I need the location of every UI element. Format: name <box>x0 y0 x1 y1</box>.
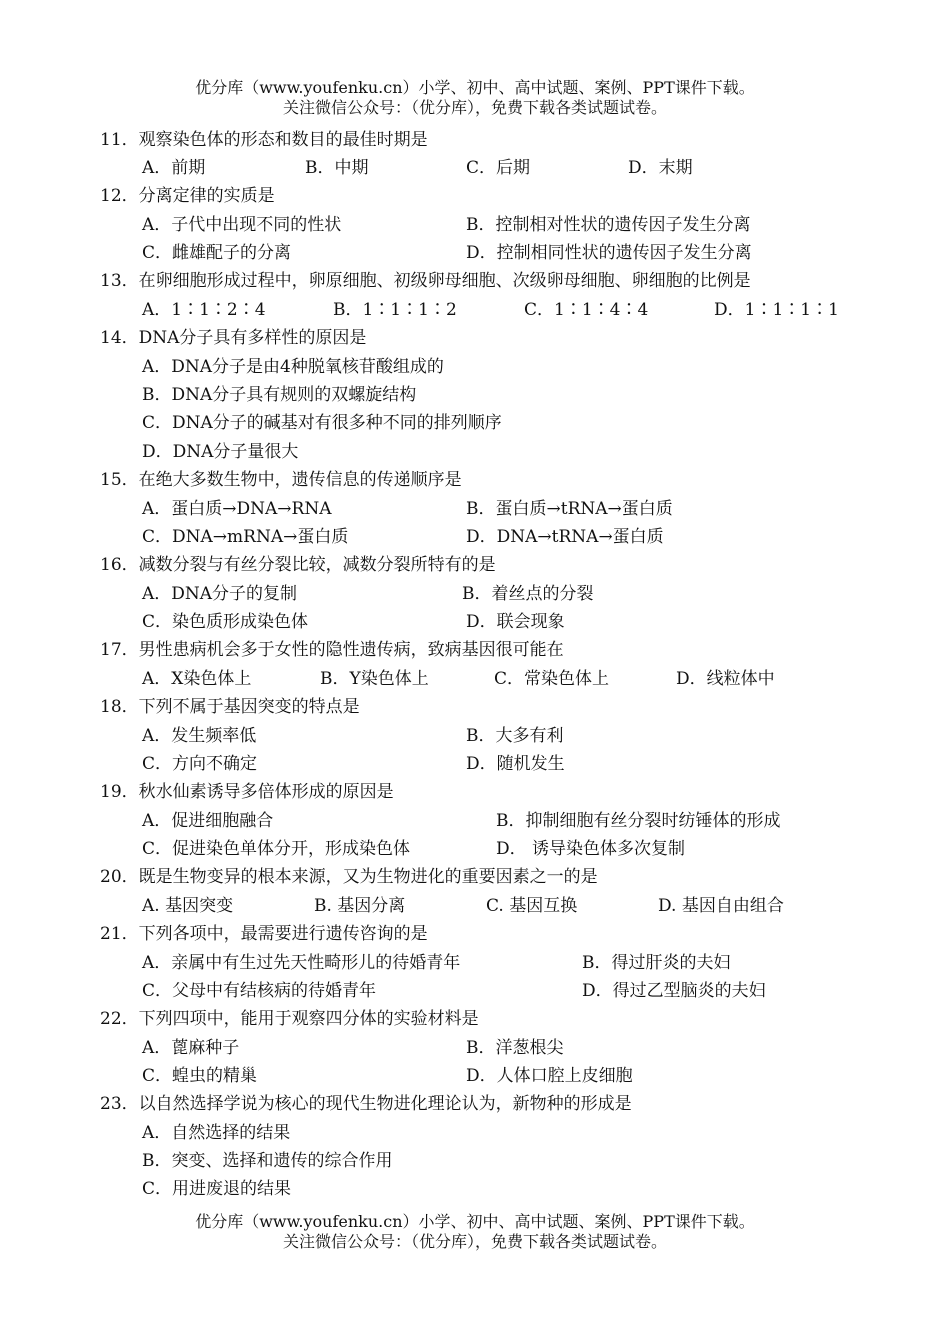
question-22-option-c: C．蝗虫的精巢 <box>142 1066 258 1086</box>
question-12-option-c: C．雌雄配子的分离 <box>142 243 292 263</box>
question-23-option-a: A．自然选择的结果 <box>142 1123 291 1143</box>
question-19-option-b: B．抑制细胞有丝分裂时纺锤体的形成 <box>496 811 781 831</box>
question-12-option-b: B．控制相对性状的遗传因子发生分离 <box>466 215 751 235</box>
question-21-option-b: B．得过肝炎的夫妇 <box>582 953 731 973</box>
question-22-option-a: A．蓖麻种子 <box>142 1038 240 1058</box>
header-line-2: 关注微信公众号：（优分库），免费下载各类试题试卷。 <box>282 98 667 117</box>
header-line-1: 优分库（www.youfenku.cn）小学、初中、高中试题、案例、PPT课件下载。 <box>195 78 755 97</box>
question-15-stem: 15．在绝大多数生物中，遗传信息的传递顺序是 <box>100 470 462 490</box>
question-22-option-b: B．洋葱根尖 <box>466 1038 564 1058</box>
question-21-option-d: D．得过乙型脑炎的夫妇 <box>582 981 766 1001</box>
question-16-option-b: B．着丝点的分裂 <box>462 584 594 604</box>
question-17-option-c: C．常染色体上 <box>494 669 610 689</box>
question-15-option-a: A．蛋白质→DNA→RNA <box>142 499 332 519</box>
question-20-stem: 20．既是生物变异的根本来源，又为生物进化的重要因素之一的是 <box>100 867 598 887</box>
question-21-option-c: C．父母中有结核病的待婚青年 <box>142 981 377 1001</box>
question-16-option-a: A．DNA分子的复制 <box>142 584 298 604</box>
question-15-option-c: C．DNA→mRNA→蛋白质 <box>142 527 349 547</box>
question-20-option-b: B. 基因分离 <box>314 896 406 916</box>
question-23-option-b: B．突变、选择和遗传的综合作用 <box>142 1151 393 1171</box>
question-14-option-b: B．DNA分子具有规则的双螺旋结构 <box>142 385 417 405</box>
question-13-option-d: D．1∶1∶1∶1 <box>714 300 839 320</box>
question-20-option-d: D. 基因自由组合 <box>658 896 784 916</box>
question-18-option-a: A．发生频率低 <box>142 726 257 746</box>
question-14-option-c: C．DNA分子的碱基对有很多种不同的排列顺序 <box>142 413 502 433</box>
question-12-stem: 12．分离定律的实质是 <box>100 186 275 206</box>
question-17-stem: 17．男性患病机会多于女性的隐性遗传病，致病基因很可能在 <box>100 640 564 660</box>
question-14-stem: 14．DNA分子具有多样性的原因是 <box>100 328 367 348</box>
question-23-option-c: C．用进废退的结果 <box>142 1179 292 1199</box>
question-16-option-c: C．染色质形成染色体 <box>142 612 309 632</box>
question-13-option-b: B．1∶1∶1∶2 <box>333 300 457 320</box>
question-23-stem: 23．以自然选择学说为核心的现代生物进化理论认为，新物种的形成是 <box>100 1094 632 1114</box>
question-18-option-d: D．随机发生 <box>466 754 565 774</box>
question-17-option-b: B．Y染色体上 <box>320 669 429 689</box>
question-13-stem: 13．在卵细胞形成过程中，卵原细胞、初级卵母细胞、次级卵母细胞、卵细胞的比例是 <box>100 271 751 291</box>
question-13-option-c: C．1∶1∶4∶4 <box>524 300 649 320</box>
question-15-option-d: D．DNA→tRNA→蛋白质 <box>466 527 664 547</box>
footer-line-1: 优分库（www.youfenku.cn）小学、初中、高中试题、案例、PPT课件下载。 <box>195 1212 755 1231</box>
question-20-option-a: A. 基因突变 <box>142 896 234 916</box>
question-19-option-a: A．促进细胞融合 <box>142 811 274 831</box>
question-18-option-c: C．方向不确定 <box>142 754 258 774</box>
question-22-stem: 22．下列四项中，能用于观察四分体的实验材料是 <box>100 1009 479 1029</box>
question-12-option-d: D．控制相同性状的遗传因子发生分离 <box>466 243 752 263</box>
question-15-option-b: B．蛋白质→tRNA→蛋白质 <box>466 499 673 519</box>
question-22-option-d: D．人体口腔上皮细胞 <box>466 1066 633 1086</box>
question-11-option-c: C．后期 <box>466 158 531 178</box>
question-13-option-a: A．1∶1∶2∶4 <box>142 300 266 320</box>
question-21-option-a: A．亲属中有生过先天性畸形儿的待婚青年 <box>142 953 461 973</box>
question-11-option-a: A．前期 <box>142 158 206 178</box>
question-11-stem: 11．观察染色体的形态和数目的最佳时期是 <box>100 130 428 150</box>
question-16-stem: 16．减数分裂与有丝分裂比较，减数分裂所特有的是 <box>100 555 496 575</box>
question-19-option-c: C．促进染色单体分开，形成染色体 <box>142 839 411 859</box>
question-19-option-d: D． 诱导染色体多次复制 <box>496 839 686 859</box>
question-18-stem: 18．下列不属于基因突变的特点是 <box>100 697 360 717</box>
question-21-stem: 21．下列各项中，最需要进行遗传咨询的是 <box>100 924 428 944</box>
question-14-option-a: A．DNA分子是由4种脱氧核苷酸组成的 <box>142 357 444 377</box>
question-18-option-b: B．大多有利 <box>466 726 564 746</box>
question-11-option-b: B．中期 <box>305 158 369 178</box>
question-14-option-d: D．DNA分子量很大 <box>142 442 299 462</box>
question-11-option-d: D．末期 <box>628 158 693 178</box>
question-12-option-a: A．子代中出现不同的性状 <box>142 215 342 235</box>
footer-line-2: 关注微信公众号：（优分库），免费下载各类试题试卷。 <box>282 1232 667 1251</box>
question-17-option-a: A．X染色体上 <box>142 669 252 689</box>
question-17-option-d: D．线粒体中 <box>676 669 775 689</box>
question-19-stem: 19．秋水仙素诱导多倍体形成的原因是 <box>100 782 394 802</box>
question-20-option-c: C. 基因互换 <box>486 896 578 916</box>
question-16-option-d: D．联会现象 <box>466 612 565 632</box>
